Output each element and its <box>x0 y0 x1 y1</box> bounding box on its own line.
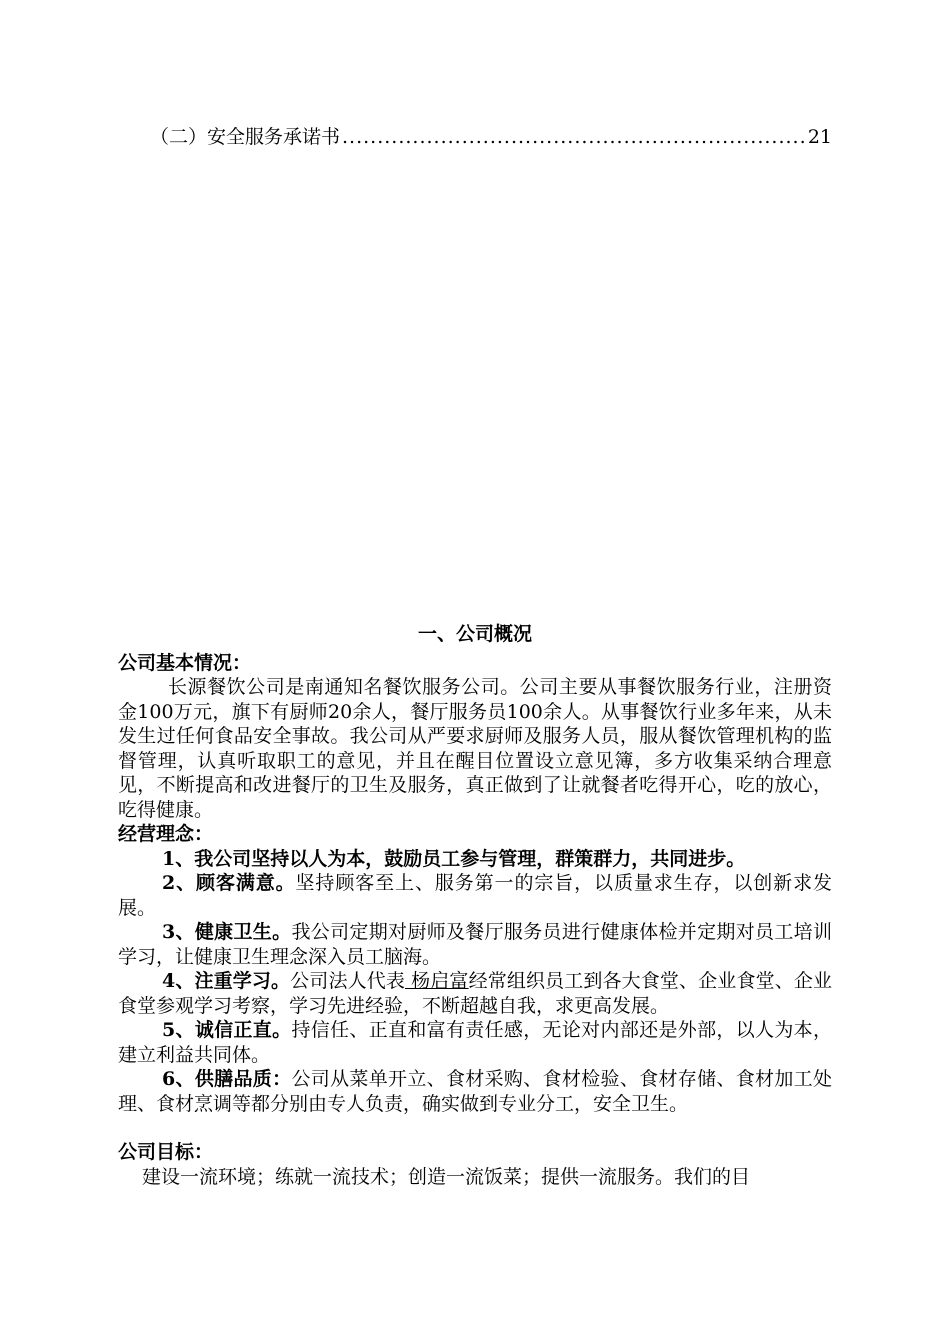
philosophy-item-4-bold: 4、注重学习。 <box>162 970 291 992</box>
philosophy-item-2-bold: 2、顾客满意。 <box>162 872 296 894</box>
philosophy-item-1-bold: 1、我公司坚持以人为本，鼓励员工参与管理，群策群力，共同进步。 <box>162 847 746 870</box>
toc-entry[interactable] <box>150 124 832 150</box>
philosophy-item-4-text-after: 经常组织员工到各大食堂、企业食堂、企业食堂参观学习考察，学习先进经验，不断超越自我，求更高发展。 <box>118 970 832 1017</box>
document-body <box>118 622 832 1189</box>
philosophy-item-4 <box>118 969 832 1018</box>
philosophy-item-4-text-before: 公司法人代表 <box>290 970 405 992</box>
goal-paragraph: 建设一流环境；练就一流技术；创造一流饭菜；提供一流服务。我们的目 <box>142 1165 751 1188</box>
philosophy-item-2-text: 坚持顾客至上、服务第一的宗旨，以质量求生存，以创新求发展。 <box>118 872 832 919</box>
toc-entry-label: （二）安全服务承诺书 <box>150 126 341 148</box>
philosophy-item-6 <box>118 1067 832 1116</box>
basic-info-paragraph: 长源餐饮公司是南通知名餐饮服务公司。公司主要从事餐饮服务行业，注册资金100万元，旗下有厨师20余人，餐厅服务员100余人。从事餐饮行业多年来，从未发生过任何食品安全事故。我公司从严要求厨师及服务人员，服从餐饮管理机构的监督管理，认真听取职工的意见，并且在醒目位置设立意见簿，多方收集采纳合理意见，不断提高和改进餐厅的卫生及服务，真正做到了让就餐者吃得开心，吃的放心，吃得健康。 <box>118 676 832 821</box>
philosophy-item-5-bold: 5、诚信正直。 <box>162 1019 292 1041</box>
goal-heading: 公司目标： <box>118 1141 214 1163</box>
philosophy-item-1 <box>118 847 832 872</box>
toc-leader-dots <box>342 124 806 150</box>
philosophy-item-3 <box>118 920 832 969</box>
basic-info-heading: 公司基本情况： <box>118 651 252 674</box>
philosophy-item-3-bold: 3、健康卫生。 <box>162 921 292 943</box>
philosophy-heading: 经营理念： <box>118 823 214 845</box>
section-title: 一、公司概况 <box>417 623 532 645</box>
legal-representative-name: 杨启富 <box>404 970 469 992</box>
paragraph-spacer <box>118 1116 832 1140</box>
philosophy-item-6-text: 公司从菜单开立、食材采购、食材检验、食材存储、食材加工处理、食材烹调等都分别由专人负责，确实做到专业分工，安全卫生。 <box>118 1068 832 1115</box>
toc-entry-page: 21 <box>807 126 832 148</box>
philosophy-item-5 <box>118 1018 832 1067</box>
philosophy-item-5-text: 持信任、正直和富有责任感，无论对内部还是外部，以人为本， 建立利益共同体。 <box>118 1019 832 1066</box>
philosophy-item-2 <box>118 871 832 920</box>
philosophy-item-6-bold: 6、供膳品质： <box>162 1068 292 1090</box>
philosophy-item-3-text: 我公司定期对厨师及餐厅服务员进行健康体检并定期对员工培训学习，让健康卫生理念深入员工脑海。 <box>118 921 832 968</box>
